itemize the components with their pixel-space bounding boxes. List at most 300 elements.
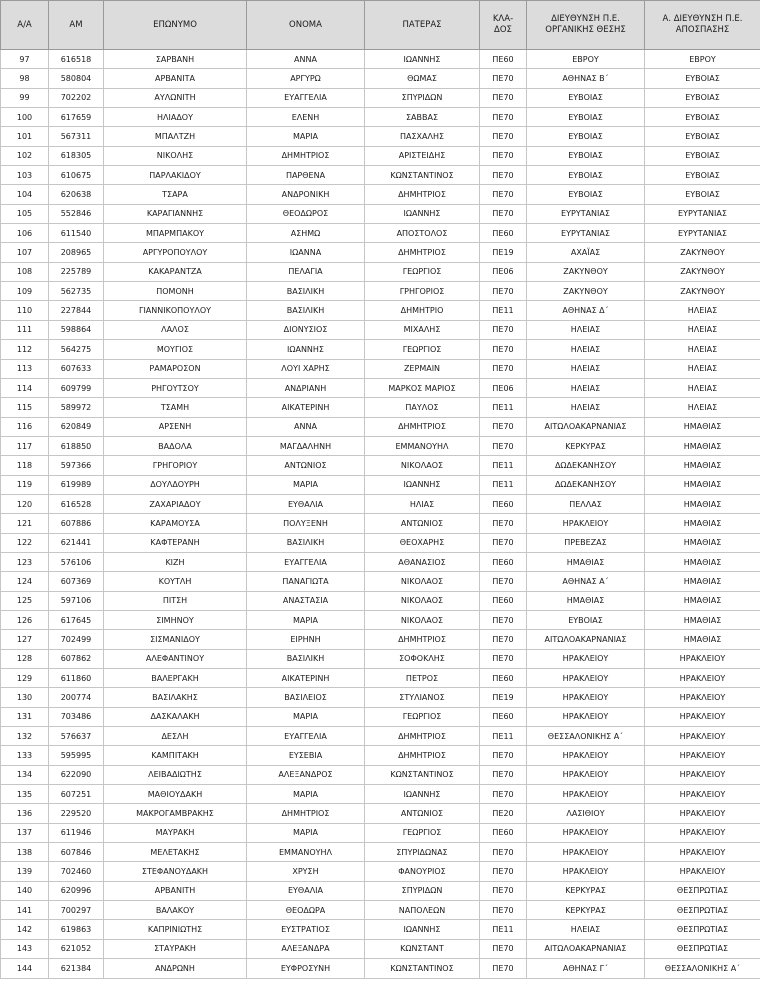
- cell-father: ΠΑΣΧΑΛΗΣ: [365, 127, 480, 146]
- cell-am: 229520: [49, 804, 104, 823]
- cell-branch: ΠΕ70: [480, 204, 527, 223]
- header-row: [1, 1, 760, 50]
- header-father: ΠΑΤΕΡΑΣ: [365, 1, 480, 50]
- cell-aa: 113: [1, 359, 49, 378]
- cell-name: ΜΑΡΙΑ: [247, 707, 365, 726]
- cell-organic-directorate: ΗΡΑΚΛΕΙΟΥ: [527, 765, 645, 784]
- table-row: [1, 88, 760, 107]
- cell-secondment-directorate: ΗΜΑΘΙΑΣ: [645, 533, 760, 552]
- cell-name: ΑΙΚΑΤΕΡΙΝΗ: [247, 398, 365, 417]
- cell-surname: ΜΑΥΡΑΚΗ: [104, 823, 247, 842]
- cell-aa: 139: [1, 862, 49, 881]
- cell-organic-directorate: ΕΒΡΟΥ: [527, 50, 645, 69]
- cell-name: ΑΛΕΞΑΝΔΡΟΣ: [247, 765, 365, 784]
- cell-branch: ΠΕ70: [480, 610, 527, 629]
- cell-organic-directorate: ΗΡΑΚΛΕΙΟΥ: [527, 785, 645, 804]
- cell-secondment-directorate: ΗΜΑΘΙΑΣ: [645, 475, 760, 494]
- cell-surname: ΚΑΠΡΙΝΙΩΤΗΣ: [104, 920, 247, 939]
- cell-am: 597366: [49, 456, 104, 475]
- cell-secondment-directorate: ΗΜΑΘΙΑΣ: [645, 436, 760, 455]
- cell-am: 621384: [49, 959, 104, 978]
- table-row: [1, 591, 760, 610]
- cell-secondment-directorate: ΗΡΑΚΛΕΙΟΥ: [645, 765, 760, 784]
- cell-name: ΜΑΡΙΑ: [247, 127, 365, 146]
- cell-aa: 135: [1, 785, 49, 804]
- table-row: [1, 398, 760, 417]
- cell-father: ΑΝΤΩΝΙΟΣ: [365, 804, 480, 823]
- cell-surname: ΝΙΚΟΛΗΣ: [104, 146, 247, 165]
- cell-father: ΓΕΩΡΓΙΟΣ: [365, 823, 480, 842]
- cell-secondment-directorate: ΕΥΒΟΙΑΣ: [645, 69, 760, 88]
- cell-branch: ΠΕ70: [480, 127, 527, 146]
- cell-aa: 134: [1, 765, 49, 784]
- cell-am: 595995: [49, 746, 104, 765]
- cell-surname: ΛΕΙΒΑΔΙΩΤΗΣ: [104, 765, 247, 784]
- cell-surname: ΤΣΑΜΗ: [104, 398, 247, 417]
- table-row: [1, 475, 760, 494]
- table-row: [1, 630, 760, 649]
- cell-aa: 101: [1, 127, 49, 146]
- cell-am: 208965: [49, 243, 104, 262]
- cell-surname: ΒΑΛΕΡΓΑΚΗ: [104, 669, 247, 688]
- cell-organic-directorate: ΑΘΗΝΑΣ Γ΄: [527, 959, 645, 978]
- cell-surname: ΣΙΣΜΑΝΙΔΟΥ: [104, 630, 247, 649]
- cell-branch: ΠΕ70: [480, 417, 527, 436]
- cell-aa: 114: [1, 378, 49, 397]
- cell-secondment-directorate: ΘΕΣΠΡΩΤΙΑΣ: [645, 939, 760, 958]
- table-row: [1, 862, 760, 881]
- cell-am: 552846: [49, 204, 104, 223]
- table-row: [1, 166, 760, 185]
- table-row: [1, 746, 760, 765]
- cell-branch: ΠΕ70: [480, 901, 527, 920]
- cell-am: 607633: [49, 359, 104, 378]
- cell-organic-directorate: ΕΥΡΥΤΑΝΙΑΣ: [527, 204, 645, 223]
- cell-surname: ΡΗΓΟΥΤΣΟΥ: [104, 378, 247, 397]
- cell-branch: ΠΕ70: [480, 533, 527, 552]
- table-row: [1, 669, 760, 688]
- cell-name: ΕΥΘΑΛΙΑ: [247, 494, 365, 513]
- cell-branch: ΠΕ70: [480, 939, 527, 958]
- cell-am: 611540: [49, 224, 104, 243]
- cell-name: ΑΝΔΡΙΑΝΗ: [247, 378, 365, 397]
- cell-am: 225789: [49, 262, 104, 281]
- cell-aa: 120: [1, 494, 49, 513]
- cell-name: ΜΑΡΙΑ: [247, 823, 365, 842]
- cell-organic-directorate: ΑΘΗΝΑΣ Β΄: [527, 69, 645, 88]
- cell-secondment-directorate: ΘΕΣΠΡΩΤΙΑΣ: [645, 901, 760, 920]
- cell-surname: ΜΠΑΛΤΖΗ: [104, 127, 247, 146]
- cell-surname: ΜΑΚΡΟΓΑΜΒΡΑΚΗΣ: [104, 804, 247, 823]
- cell-branch: ΠΕ60: [480, 552, 527, 571]
- cell-am: 567311: [49, 127, 104, 146]
- table-row: [1, 108, 760, 127]
- cell-surname: ΚΟΥΤΛΗ: [104, 572, 247, 591]
- cell-am: 616518: [49, 50, 104, 69]
- cell-branch: ΠΕ70: [480, 359, 527, 378]
- cell-am: 621052: [49, 939, 104, 958]
- cell-surname: ΔΑΣΚΑΛΑΚΗ: [104, 707, 247, 726]
- cell-organic-directorate: ΑΙΤΩΛΟΑΚΑΡΝΑΝΙΑΣ: [527, 939, 645, 958]
- cell-aa: 132: [1, 727, 49, 746]
- cell-secondment-directorate: ΖΑΚΥΝΘΟΥ: [645, 282, 760, 301]
- table-row: [1, 282, 760, 301]
- cell-organic-directorate: ΑΘΗΝΑΣ Α΄: [527, 572, 645, 591]
- cell-name: ΔΙΟΝΥΣΙΟΣ: [247, 320, 365, 339]
- cell-secondment-directorate: ΗΡΑΚΛΕΙΟΥ: [645, 746, 760, 765]
- cell-am: 702499: [49, 630, 104, 649]
- cell-secondment-directorate: ΖΑΚΥΝΘΟΥ: [645, 243, 760, 262]
- cell-branch: ΠΕ70: [480, 166, 527, 185]
- table-row: [1, 436, 760, 455]
- cell-aa: 119: [1, 475, 49, 494]
- cell-name: ΙΩΑΝΝΑ: [247, 243, 365, 262]
- cell-name: ΒΑΣΙΛΙΚΗ: [247, 282, 365, 301]
- cell-branch: ΠΕ70: [480, 572, 527, 591]
- cell-branch: ΠΕ70: [480, 959, 527, 978]
- cell-father: ΗΛΙΑΣ: [365, 494, 480, 513]
- cell-aa: 137: [1, 823, 49, 842]
- cell-secondment-directorate: ΗΛΕΙΑΣ: [645, 340, 760, 359]
- cell-father: ΕΜΜΑΝΟΥΗΛ: [365, 436, 480, 455]
- cell-secondment-directorate: ΗΜΑΘΙΑΣ: [645, 417, 760, 436]
- cell-surname: ΚΑΚΑΡΑΝΤΖΑ: [104, 262, 247, 281]
- cell-branch: ΠΕ11: [480, 727, 527, 746]
- cell-secondment-directorate: ΗΡΑΚΛΕΙΟΥ: [645, 707, 760, 726]
- cell-secondment-directorate: ΗΛΕΙΑΣ: [645, 378, 760, 397]
- cell-organic-directorate: ΕΥΒΟΙΑΣ: [527, 108, 645, 127]
- cell-aa: 107: [1, 243, 49, 262]
- cell-secondment-directorate: ΗΜΑΘΙΑΣ: [645, 591, 760, 610]
- cell-father: ΝΙΚΟΛΑΟΣ: [365, 456, 480, 475]
- cell-am: 607369: [49, 572, 104, 591]
- cell-father: ΣΠΥΡΙΔΩΝ: [365, 88, 480, 107]
- cell-name: ΑΝΔΡΟΝΙΚΗ: [247, 185, 365, 204]
- cell-branch: ΠΕ70: [480, 282, 527, 301]
- cell-name: ΘΕΟΔΩΡΑ: [247, 901, 365, 920]
- cell-aa: 105: [1, 204, 49, 223]
- cell-am: 703486: [49, 707, 104, 726]
- cell-branch: ΠΕ70: [480, 843, 527, 862]
- cell-branch: ΠΕ06: [480, 262, 527, 281]
- cell-surname: ΜΠΑΡΜΠΑΚΟΥ: [104, 224, 247, 243]
- cell-am: 607846: [49, 843, 104, 862]
- cell-organic-directorate: ΕΥΒΟΙΑΣ: [527, 185, 645, 204]
- cell-father: ΝΙΚΟΛΑΟΣ: [365, 610, 480, 629]
- table-row: [1, 688, 760, 707]
- cell-name: ΔΗΜΗΤΡΙΟΣ: [247, 804, 365, 823]
- cell-aa: 127: [1, 630, 49, 649]
- cell-name: ΠΑΡΘΕΝΑ: [247, 166, 365, 185]
- cell-surname: ΣΑΡΒΑΝΗ: [104, 50, 247, 69]
- table-row: [1, 224, 760, 243]
- cell-aa: 99: [1, 88, 49, 107]
- cell-name: ΕΥΑΓΓΕΛΙΑ: [247, 552, 365, 571]
- cell-father: ΦΑΝΟΥΡΙΟΣ: [365, 862, 480, 881]
- cell-father: ΘΕΟΧΑΡΗΣ: [365, 533, 480, 552]
- cell-name: ΒΑΣΙΛΙΚΗ: [247, 301, 365, 320]
- cell-am: 622090: [49, 765, 104, 784]
- cell-organic-directorate: ΘΕΣΣΑΛΟΝΙΚΗΣ Α΄: [527, 727, 645, 746]
- cell-father: ΝΑΠΟΛΕΩΝ: [365, 901, 480, 920]
- table-row: [1, 146, 760, 165]
- cell-name: ΠΟΛΥΞΕΝΗ: [247, 514, 365, 533]
- cell-aa: 131: [1, 707, 49, 726]
- cell-secondment-directorate: ΕΥΒΟΙΑΣ: [645, 166, 760, 185]
- header-organic-directorate: ΔΙΕΥΘΥΝΣΗ Π.Ε. ΟΡΓΑΝΙΚΗΣ ΘΕΣΗΣ: [527, 1, 645, 50]
- cell-organic-directorate: ΗΡΑΚΛΕΙΟΥ: [527, 649, 645, 668]
- cell-branch: ΠΕ20: [480, 804, 527, 823]
- cell-name: ΕΥΑΓΓΕΛΙΑ: [247, 727, 365, 746]
- cell-aa: 112: [1, 340, 49, 359]
- table-row: [1, 881, 760, 900]
- table-body: [1, 50, 760, 979]
- cell-father: ΓΡΗΓΟΡΙΟΣ: [365, 282, 480, 301]
- cell-surname: ΜΟΥΓΙΟΣ: [104, 340, 247, 359]
- cell-branch: ΠΕ60: [480, 224, 527, 243]
- cell-secondment-directorate: ΗΛΕΙΑΣ: [645, 301, 760, 320]
- table-row: [1, 843, 760, 862]
- cell-aa: 106: [1, 224, 49, 243]
- cell-aa: 128: [1, 649, 49, 668]
- cell-father: ΔΗΜΗΤΡΙΟΣ: [365, 243, 480, 262]
- cell-secondment-directorate: ΗΛΕΙΑΣ: [645, 359, 760, 378]
- cell-aa: 103: [1, 166, 49, 185]
- cell-aa: 142: [1, 920, 49, 939]
- cell-name: ΕΥΘΑΛΙΑ: [247, 881, 365, 900]
- cell-am: 620638: [49, 185, 104, 204]
- cell-surname: ΑΥΛΩΝΙΤΗ: [104, 88, 247, 107]
- cell-am: 619863: [49, 920, 104, 939]
- cell-organic-directorate: ΕΥΒΟΙΑΣ: [527, 166, 645, 185]
- cell-organic-directorate: ΕΥΒΟΙΑΣ: [527, 610, 645, 629]
- cell-aa: 133: [1, 746, 49, 765]
- cell-organic-directorate: ΕΥΒΟΙΑΣ: [527, 88, 645, 107]
- cell-organic-directorate: ΛΑΣΙΘΙΟΥ: [527, 804, 645, 823]
- cell-aa: 122: [1, 533, 49, 552]
- cell-organic-directorate: ΗΡΑΚΛΕΙΟΥ: [527, 843, 645, 862]
- cell-secondment-directorate: ΗΜΑΘΙΑΣ: [645, 572, 760, 591]
- cell-organic-directorate: ΗΜΑΘΙΑΣ: [527, 552, 645, 571]
- cell-branch: ΠΕ70: [480, 881, 527, 900]
- cell-branch: ΠΕ60: [480, 494, 527, 513]
- cell-father: ΔΗΜΗΤΡΙΟΣ: [365, 746, 480, 765]
- cell-surname: ΚΑΦΤΕΡΑΝΗ: [104, 533, 247, 552]
- cell-am: 700297: [49, 901, 104, 920]
- cell-surname: ΡΑΜΑΡΟΣΟΝ: [104, 359, 247, 378]
- cell-organic-directorate: ΗΛΕΙΑΣ: [527, 378, 645, 397]
- cell-branch: ΠΕ70: [480, 88, 527, 107]
- cell-am: 617645: [49, 610, 104, 629]
- cell-organic-directorate: ΗΜΑΘΙΑΣ: [527, 591, 645, 610]
- cell-branch: ΠΕ70: [480, 436, 527, 455]
- cell-secondment-directorate: ΗΜΑΘΙΑΣ: [645, 610, 760, 629]
- cell-secondment-directorate: ΕΥΡΥΤΑΝΙΑΣ: [645, 224, 760, 243]
- cell-father: ΔΗΜΗΤΡΙΟ: [365, 301, 480, 320]
- cell-am: 597106: [49, 591, 104, 610]
- cell-aa: 125: [1, 591, 49, 610]
- cell-organic-directorate: ΗΡΑΚΛΕΙΟΥ: [527, 862, 645, 881]
- cell-branch: ΠΕ60: [480, 591, 527, 610]
- header-name: ΟΝΟΜΑ: [247, 1, 365, 50]
- cell-surname: ΑΡΒΑΝΙΤΑ: [104, 69, 247, 88]
- cell-secondment-directorate: ΕΥΡΥΤΑΝΙΑΣ: [645, 204, 760, 223]
- cell-father: ΙΩΑΝΝΗΣ: [365, 920, 480, 939]
- cell-secondment-directorate: ΗΜΑΘΙΑΣ: [645, 494, 760, 513]
- cell-organic-directorate: ΗΡΑΚΛΕΙΟΥ: [527, 688, 645, 707]
- cell-surname: ΜΕΛΕΤΑΚΗΣ: [104, 843, 247, 862]
- table-row: [1, 959, 760, 978]
- table-row: [1, 552, 760, 571]
- cell-secondment-directorate: ΗΛΕΙΑΣ: [645, 320, 760, 339]
- cell-name: ΙΩΑΝΝΗΣ: [247, 340, 365, 359]
- cell-father: ΜΙΧΑΛΗΣ: [365, 320, 480, 339]
- cell-am: 620996: [49, 881, 104, 900]
- cell-branch: ΠΕ70: [480, 514, 527, 533]
- table-row: [1, 785, 760, 804]
- table-row: [1, 204, 760, 223]
- cell-name: ΒΑΣΙΛΙΚΗ: [247, 533, 365, 552]
- cell-organic-directorate: ΗΛΕΙΑΣ: [527, 340, 645, 359]
- cell-father: ΙΩΑΝΝΗΣ: [365, 475, 480, 494]
- cell-secondment-directorate: ΖΑΚΥΝΘΟΥ: [645, 262, 760, 281]
- cell-branch: ΠΕ70: [480, 765, 527, 784]
- cell-aa: 141: [1, 901, 49, 920]
- cell-aa: 130: [1, 688, 49, 707]
- cell-am: 576637: [49, 727, 104, 746]
- table-row: [1, 340, 760, 359]
- cell-am: 611860: [49, 669, 104, 688]
- table-row: [1, 649, 760, 668]
- cell-name: ΔΗΜΗΤΡΙΟΣ: [247, 146, 365, 165]
- cell-surname: ΚΑΜΠΙΤΑΚΗ: [104, 746, 247, 765]
- cell-am: 564275: [49, 340, 104, 359]
- cell-branch: ΠΕ60: [480, 669, 527, 688]
- cell-organic-directorate: ΚΕΡΚΥΡΑΣ: [527, 881, 645, 900]
- cell-organic-directorate: ΗΡΑΚΛΕΙΟΥ: [527, 514, 645, 533]
- cell-aa: 98: [1, 69, 49, 88]
- cell-am: 227844: [49, 301, 104, 320]
- cell-secondment-directorate: ΘΕΣΠΡΩΤΙΑΣ: [645, 920, 760, 939]
- cell-name: ΑΝΤΩΝΙΟΣ: [247, 456, 365, 475]
- cell-aa: 97: [1, 50, 49, 69]
- cell-father: ΣΤΥΛΙΑΝΟΣ: [365, 688, 480, 707]
- cell-name: ΜΑΡΙΑ: [247, 475, 365, 494]
- table-row: [1, 417, 760, 436]
- cell-father: ΔΗΜΗΤΡΙΟΣ: [365, 185, 480, 204]
- cell-branch: ΠΕ11: [480, 398, 527, 417]
- table-row: [1, 301, 760, 320]
- cell-father: ΔΗΜΗΤΡΙΟΣ: [365, 417, 480, 436]
- cell-aa: 121: [1, 514, 49, 533]
- cell-aa: 108: [1, 262, 49, 281]
- cell-organic-directorate: ΗΡΑΚΛΕΙΟΥ: [527, 746, 645, 765]
- cell-aa: 136: [1, 804, 49, 823]
- cell-name: ΕΥΑΓΓΕΛΙΑ: [247, 88, 365, 107]
- cell-organic-directorate: ΗΛΕΙΑΣ: [527, 398, 645, 417]
- cell-father: ΑΝΤΩΝΙΟΣ: [365, 514, 480, 533]
- cell-branch: ΠΕ70: [480, 785, 527, 804]
- cell-name: ΠΑΝΑΓΙΩΤΑ: [247, 572, 365, 591]
- cell-organic-directorate: ΕΥΒΟΙΑΣ: [527, 127, 645, 146]
- cell-branch: ΠΕ70: [480, 746, 527, 765]
- cell-surname: ΒΑΔΟΛΑ: [104, 436, 247, 455]
- cell-name: ΛΟΥΙ ΧΑΡΗΣ: [247, 359, 365, 378]
- cell-branch: ΠΕ11: [480, 456, 527, 475]
- cell-father: ΚΩΝΣΤΑΝΤΙΝΟΣ: [365, 765, 480, 784]
- cell-name: ΑΙΚΑΤΕΡΙΝΗ: [247, 669, 365, 688]
- cell-secondment-directorate: ΗΜΑΘΙΑΣ: [645, 552, 760, 571]
- header-secondment-directorate: Α. ΔΙΕΥΘΥΝΣΗ Π.Ε. ΑΠΟΣΠΑΣΗΣ: [645, 1, 760, 50]
- cell-secondment-directorate: ΗΡΑΚΛΕΙΟΥ: [645, 649, 760, 668]
- header-surname: ΕΠΩΝΥΜΟ: [104, 1, 247, 50]
- cell-aa: 144: [1, 959, 49, 978]
- cell-organic-directorate: ΗΡΑΚΛΕΙΟΥ: [527, 823, 645, 842]
- cell-name: ΕΛΕΝΗ: [247, 108, 365, 127]
- cell-name: ΘΕΟΔΩΡΟΣ: [247, 204, 365, 223]
- cell-branch: ΠΕ70: [480, 862, 527, 881]
- cell-branch: ΠΕ11: [480, 920, 527, 939]
- cell-father: ΝΙΚΟΛΑΟΣ: [365, 591, 480, 610]
- cell-secondment-directorate: ΗΡΑΚΛΕΙΟΥ: [645, 669, 760, 688]
- cell-name: ΕΥΦΡΟΣΥΝΗ: [247, 959, 365, 978]
- cell-branch: ΠΕ70: [480, 320, 527, 339]
- table-row: [1, 50, 760, 69]
- cell-am: 200774: [49, 688, 104, 707]
- table-row: [1, 262, 760, 281]
- cell-aa: 118: [1, 456, 49, 475]
- cell-am: 618305: [49, 146, 104, 165]
- cell-branch: ΠΕ11: [480, 301, 527, 320]
- cell-organic-directorate: ΔΩΔΕΚΑΝΗΣΟΥ: [527, 456, 645, 475]
- cell-aa: 102: [1, 146, 49, 165]
- cell-father: ΑΠΟΣΤΟΛΟΣ: [365, 224, 480, 243]
- cell-name: ΜΑΓΔΑΛΗΝΗ: [247, 436, 365, 455]
- cell-aa: 126: [1, 610, 49, 629]
- table-row: [1, 69, 760, 88]
- table-row: [1, 533, 760, 552]
- cell-surname: ΒΑΛΑΚΟΥ: [104, 901, 247, 920]
- cell-name: ΕΙΡΗΝΗ: [247, 630, 365, 649]
- cell-branch: ΠΕ70: [480, 69, 527, 88]
- cell-organic-directorate: ΚΕΡΚΥΡΑΣ: [527, 436, 645, 455]
- cell-organic-directorate: ΗΡΑΚΛΕΙΟΥ: [527, 669, 645, 688]
- cell-aa: 117: [1, 436, 49, 455]
- cell-name: ΑΝΝΑ: [247, 417, 365, 436]
- cell-surname: ΚΙΖΗ: [104, 552, 247, 571]
- cell-am: 617659: [49, 108, 104, 127]
- cell-am: 618850: [49, 436, 104, 455]
- cell-secondment-directorate: ΗΡΑΚΛΕΙΟΥ: [645, 823, 760, 842]
- table-row: [1, 456, 760, 475]
- cell-am: 562735: [49, 282, 104, 301]
- cell-organic-directorate: ΗΛΕΙΑΣ: [527, 320, 645, 339]
- cell-branch: ΠΕ60: [480, 823, 527, 842]
- table-row: [1, 901, 760, 920]
- cell-aa: 140: [1, 881, 49, 900]
- cell-surname: ΤΣΑΡΑ: [104, 185, 247, 204]
- cell-name: ΑΝΝΑ: [247, 50, 365, 69]
- cell-father: ΠΕΤΡΟΣ: [365, 669, 480, 688]
- cell-secondment-directorate: ΕΥΒΟΙΑΣ: [645, 146, 760, 165]
- cell-secondment-directorate: ΗΜΑΘΙΑΣ: [645, 514, 760, 533]
- cell-am: 702460: [49, 862, 104, 881]
- cell-secondment-directorate: ΗΡΑΚΛΕΙΟΥ: [645, 688, 760, 707]
- cell-organic-directorate: ΑΧΑΪΑΣ: [527, 243, 645, 262]
- cell-surname: ΗΛΙΑΔΟΥ: [104, 108, 247, 127]
- cell-father: ΓΕΩΡΓΙΟΣ: [365, 340, 480, 359]
- cell-branch: ΠΕ19: [480, 243, 527, 262]
